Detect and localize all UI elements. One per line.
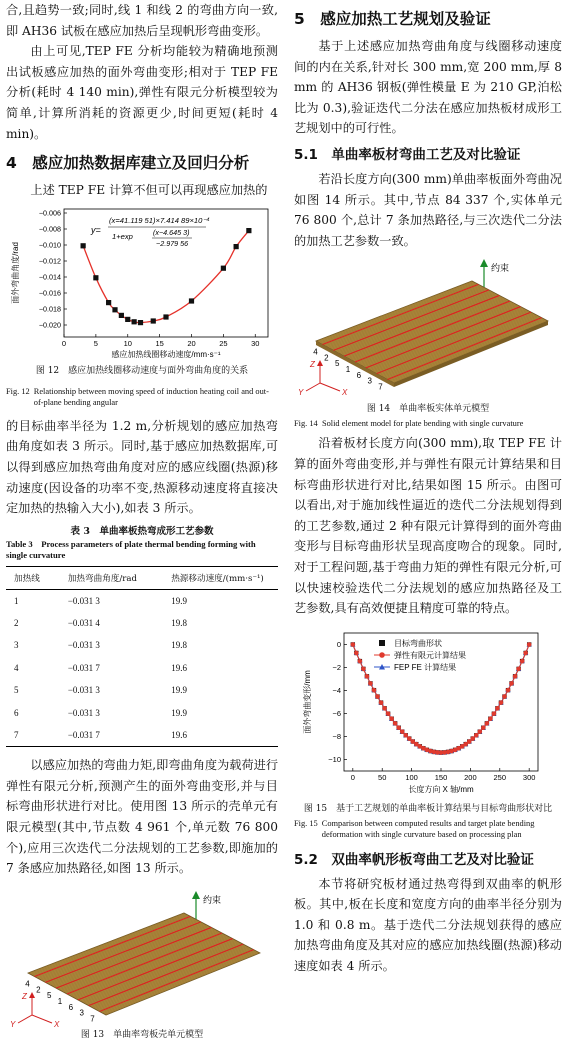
data-point bbox=[112, 307, 117, 312]
data-point bbox=[221, 265, 226, 270]
fig12-formula bbox=[90, 216, 210, 248]
data-point bbox=[119, 313, 124, 318]
data-point bbox=[492, 711, 497, 716]
table-cell: −0.031 7 bbox=[67, 662, 100, 673]
y-tick-label: −8 bbox=[332, 731, 341, 741]
data-point bbox=[400, 729, 405, 734]
x-tick-label: 25 bbox=[219, 338, 228, 348]
paragraph: 基于上述感应加热弯曲角度与线圈移动速度间的内在关系,针对长 300 mm,宽 200 mm,厚 8 mm 的 AH36 钢板(弹性模量 E 为 210 GP,泊松比为 0.3),验证迭代二分法在感应加热板材成形工艺规划中的可行性。 bbox=[294, 39, 562, 136]
heating-line-label: 4 bbox=[25, 979, 30, 989]
figure-13 bbox=[6, 887, 278, 1029]
data-point bbox=[163, 314, 168, 319]
data-point bbox=[470, 736, 475, 741]
data-point bbox=[361, 666, 366, 671]
x-axis-label: X bbox=[54, 1019, 60, 1029]
table-cell: −0.031 3 bbox=[67, 640, 100, 651]
x-tick-label: 0 bbox=[61, 338, 67, 348]
fig15-caption-en-text: Comparison between computed results and target plate bending deformation with single curvature based on processing plan bbox=[321, 818, 535, 839]
constraint-arrowhead bbox=[192, 891, 200, 899]
fig15-chart bbox=[294, 625, 562, 801]
right-column bbox=[294, 0, 562, 977]
y-axis bbox=[18, 1015, 32, 1023]
y-tick-label: 0 bbox=[336, 639, 341, 649]
data-point bbox=[386, 711, 391, 716]
y-tick-label: −6 bbox=[332, 708, 341, 718]
y-tick-label: −0.014 bbox=[38, 272, 61, 282]
table-cell: 1 bbox=[14, 595, 19, 606]
data-point bbox=[488, 716, 493, 721]
data-point bbox=[467, 739, 472, 744]
x-tick-label: 15 bbox=[155, 338, 164, 348]
paragraph: 合,且趋势一致;同时,线 1 和线 2 的弯曲方向一致,即 AH36 试板在感应加热后呈现帆形弯曲变形。 bbox=[6, 3, 278, 38]
section-heading-4: 4 感应加热数据库建立及回归分析 bbox=[6, 154, 250, 173]
paragraph: 由上可见,TEP FE 分析均能较为精确地预测出试板感应加热的面外弯曲变形;相对于 TEP FE 分析(耗时 4 140 min),弹性有限元分析模型较为简单,计算所消耗的资源更少,时间更短(耗时 4 min)。 bbox=[6, 44, 278, 141]
x-tick-label: 30 bbox=[251, 338, 260, 348]
y-axis-label: 面外弯曲角度/rad bbox=[11, 241, 20, 304]
data-point bbox=[382, 706, 387, 711]
y-tick-label: −0.006 bbox=[38, 208, 61, 218]
heating-line-label: 6 bbox=[68, 1002, 74, 1012]
heating-line-label: 5 bbox=[334, 359, 340, 369]
x-axis-label: 长度方向 X 轴/mm bbox=[408, 784, 474, 794]
heating-line-label: 2 bbox=[324, 353, 329, 363]
paragraph: 沿着板材长度方向(300 mm),取 TEP FE 计算的面外弯曲变形,并与弹性有限元计算结果和目标弯曲形状进行对比,结果如图 15 所示。由图可以看出,对于施加线性逼近的迭代二分法规划得到的工艺参数,通过 2 种有限元计算得到的面外弯曲变形与目标弯曲形状呈现高度吻合的现象。同时,对于工程问题,基于弯曲力矩的弹性有限元分析,可以快速校验迭代二分法规划的感应加热路径及工艺参数,具有高效便捷且精度可靠的特点。 bbox=[294, 436, 562, 616]
table-cell: 19.8 bbox=[171, 640, 187, 651]
heating-line-label: 2 bbox=[36, 985, 41, 995]
table-row bbox=[6, 634, 278, 657]
heating-line-label: 7 bbox=[378, 382, 383, 392]
paragraph: 以感应加热的弯曲力矩,即弯曲角度为载荷进行弹性有限元分析,预测产生的面外弯曲变形,并与目标弯曲形状进行对比。使用图 13 所示的壳单元有限元模型(其中,节点数 4 961 个,单元数 76 800 个),应用三次迭代二分法规划的工艺参数,即施加的 7 条感应加热路径,如图 13 所示。 bbox=[6, 758, 279, 876]
formula-den2: (x−4.645 3) bbox=[153, 227, 190, 237]
formula-y: y= bbox=[91, 224, 101, 235]
data-point bbox=[474, 733, 479, 738]
legend-marker bbox=[379, 652, 385, 658]
z-arrowhead bbox=[317, 360, 323, 366]
section-heading-5-2: 5.2 双曲率帆形板弯曲工艺及对比验证 bbox=[294, 851, 534, 868]
constraint-arrowhead bbox=[480, 259, 488, 267]
heating-line-label: 1 bbox=[345, 365, 351, 375]
legend bbox=[374, 638, 466, 672]
heating-line-label: 4 bbox=[313, 347, 318, 357]
data-point bbox=[234, 244, 239, 249]
x-tick-label: 150 bbox=[434, 772, 448, 782]
table-cell: 3 bbox=[14, 640, 19, 651]
x-tick-label: 10 bbox=[123, 338, 132, 348]
table-cell: −0.031 3 bbox=[67, 595, 100, 606]
fig14-caption: 图 14 单曲率板实体单元模型 bbox=[366, 404, 490, 415]
fig15-caption-en-label: Fig. 15 bbox=[294, 818, 318, 828]
data-point bbox=[125, 317, 130, 322]
data-point bbox=[389, 716, 394, 721]
formula-den3: −2.979 56 bbox=[156, 238, 189, 248]
fig13-shell-model bbox=[6, 887, 278, 1029]
constraint-label: 约束 bbox=[203, 894, 222, 905]
x-tick-label: 300 bbox=[522, 772, 536, 782]
table-row bbox=[6, 679, 278, 702]
y-tick-label: −0.016 bbox=[38, 288, 61, 298]
data-point bbox=[132, 319, 137, 324]
fig14-caption-en-text: Solid element model for plate bending with single curvature bbox=[321, 419, 524, 429]
data-point bbox=[365, 674, 370, 679]
table3-title: 表 3 单曲率板热弯成形工艺参数 bbox=[70, 525, 214, 537]
fig12-caption-en bbox=[6, 386, 278, 408]
data-point bbox=[513, 674, 518, 679]
figure-15 bbox=[294, 625, 562, 801]
data-point bbox=[495, 706, 500, 711]
y-tick-label: −0.020 bbox=[38, 320, 61, 330]
data-point bbox=[358, 658, 363, 663]
fig15-caption-en bbox=[294, 818, 562, 840]
data-point bbox=[499, 700, 504, 705]
fig12-chart bbox=[6, 201, 278, 361]
data-point bbox=[151, 318, 156, 323]
y-axis-label: 面外弯曲变形/mm bbox=[303, 669, 312, 734]
left-column bbox=[6, 0, 278, 1042]
table-cell: 6 bbox=[14, 707, 19, 718]
figure-14 bbox=[294, 255, 562, 403]
table-row bbox=[6, 702, 278, 725]
legend-label: 弹性有限元计算结果 bbox=[394, 650, 466, 660]
table-row bbox=[6, 724, 278, 747]
table-cell: 19.9 bbox=[171, 707, 187, 718]
data-point bbox=[502, 694, 507, 699]
y-tick-label: −0.010 bbox=[38, 240, 61, 250]
y-tick-label: −2 bbox=[332, 662, 341, 672]
table3 bbox=[6, 566, 278, 748]
x-axis bbox=[32, 1015, 52, 1023]
data-point bbox=[393, 721, 398, 726]
fig12-caption: 图 12 感应加热线圈移动速度与面外弯曲角度的关系 bbox=[35, 365, 249, 376]
data-point bbox=[527, 642, 532, 647]
data-point bbox=[93, 275, 98, 280]
table-cell: −0.031 7 bbox=[66, 724, 169, 747]
y-tick-label: −4 bbox=[332, 685, 341, 695]
table-cell: 19.6 bbox=[169, 724, 278, 747]
table-cell: 19.9 bbox=[171, 595, 187, 606]
data-point bbox=[106, 300, 111, 305]
x-tick-label: 200 bbox=[464, 772, 477, 782]
heating-line-label: 3 bbox=[79, 1008, 84, 1018]
data-point bbox=[375, 694, 380, 699]
data-point bbox=[246, 228, 251, 233]
z-axis-label: Z bbox=[310, 360, 315, 370]
data-point bbox=[481, 725, 486, 730]
data-point bbox=[509, 681, 514, 686]
fig14-solid-model bbox=[294, 255, 562, 403]
heating-line-label: 7 bbox=[90, 1014, 95, 1024]
data-point bbox=[478, 729, 483, 734]
figure-12 bbox=[6, 201, 278, 361]
data-point bbox=[407, 736, 412, 741]
x-tick-label: 100 bbox=[405, 772, 418, 782]
data-point bbox=[523, 650, 528, 655]
fig14-caption-en-label: Fig. 14 bbox=[294, 419, 318, 429]
heating-line-label: 5 bbox=[46, 990, 52, 1000]
x-tick-label: 0 bbox=[350, 772, 355, 782]
x-axis bbox=[320, 383, 340, 391]
z-arrowhead bbox=[29, 992, 35, 998]
data-point bbox=[396, 725, 401, 730]
legend-label: FEP FE 计算结果 bbox=[394, 662, 457, 672]
data-point bbox=[368, 681, 373, 686]
table-header: 加热弯曲角度/rad bbox=[66, 566, 169, 589]
data-point bbox=[138, 320, 143, 325]
legend-marker bbox=[379, 640, 385, 646]
x-tick-label: 50 bbox=[378, 772, 387, 782]
data-point bbox=[379, 700, 384, 705]
heating-line-label: 1 bbox=[57, 996, 63, 1006]
table-cell: −0.031 3 bbox=[67, 707, 100, 718]
section-heading-5-1: 5.1 单曲率板材弯曲工艺及对比验证 bbox=[294, 146, 521, 163]
table-cell: 4 bbox=[14, 662, 19, 673]
data-point bbox=[506, 688, 511, 693]
fig13-caption: 图 13 单曲率弯板壳单元模型 bbox=[80, 1029, 204, 1040]
formula-numerator: (x=41.119 51)×7.414 89×10⁻⁴ bbox=[109, 215, 210, 225]
y-axis-label: Y bbox=[298, 388, 304, 398]
paragraph: 若沿长度方向(300 mm)单曲率板面外弯曲况如图 14 所示。其中,节点 84 337 个,实体单元 76 800 个,总计 7 条加热路径,与三次迭代二分法的加热工艺参数一致。 bbox=[294, 171, 562, 248]
table3-title-en: Table 3 Process parameters of plate thermal bending forming with single curvature bbox=[6, 538, 256, 561]
table-header: 加热线 bbox=[6, 566, 66, 589]
table-row bbox=[6, 612, 278, 635]
paragraph: 的目标曲率半径为 1.2 m,分析规划的感应加热弯曲角度如表 3 所示。同时,基于感应加热数据库,可以得到感应加热弯曲角度对应的感应线圈(热源)移动速度(因设备的功率不变,热源移动速度将直接决定加热的热输入大小),如表 3 所示。 bbox=[6, 418, 278, 516]
table-cell: 7 bbox=[6, 724, 66, 747]
data-point bbox=[372, 688, 377, 693]
table-row bbox=[6, 589, 278, 612]
x-tick-label: 20 bbox=[187, 338, 196, 348]
table-cell: −0.031 4 bbox=[67, 617, 100, 628]
heating-line-label: 6 bbox=[356, 371, 362, 381]
table-row bbox=[6, 657, 278, 680]
data-point bbox=[485, 721, 490, 726]
data-point bbox=[520, 658, 525, 663]
data-point bbox=[351, 642, 356, 647]
x-tick-label: 5 bbox=[93, 338, 98, 348]
y-axis bbox=[306, 383, 320, 391]
table-cell: 2 bbox=[14, 617, 19, 628]
fig12-caption-en-label: Fig. 12 bbox=[6, 386, 30, 396]
x-axis-label: 感应加热线圈移动速度/mm·s⁻¹ bbox=[111, 349, 221, 359]
data-point bbox=[403, 733, 408, 738]
table-header: 热源移动速度/(mm·s⁻¹) bbox=[169, 566, 278, 589]
z-axis-label: Z bbox=[22, 991, 27, 1001]
data-point bbox=[189, 298, 194, 303]
x-tick-label: 250 bbox=[493, 772, 507, 782]
table-cell: 19.9 bbox=[171, 685, 187, 696]
table-cell: 5 bbox=[14, 685, 19, 696]
fig15-caption: 图 15 基于工艺规划的单曲率板计算结果与目标弯曲形状对比 bbox=[303, 803, 553, 814]
x-axis-label: X bbox=[342, 388, 348, 398]
section-heading-5: 5 感应加热工艺规划及验证 bbox=[294, 10, 491, 28]
table-cell: 19.6 bbox=[171, 662, 187, 673]
heating-line-label: 3 bbox=[367, 377, 372, 387]
fig12-caption-en-text: Relationship between moving speed of induction heating coil and out-of-plane bending angular bbox=[33, 386, 269, 407]
y-tick-label: −0.012 bbox=[38, 256, 61, 266]
data-point bbox=[81, 243, 86, 248]
table-cell: 19.8 bbox=[171, 617, 187, 628]
paragraph: 上述 TEP FE 计算不但可以再现感应加热的 bbox=[30, 183, 268, 198]
y-axis-label: Y bbox=[10, 1019, 16, 1029]
y-tick-label: −10 bbox=[328, 754, 341, 764]
data-point bbox=[354, 650, 359, 655]
legend-label: 目标弯曲形状 bbox=[394, 638, 442, 648]
y-tick-label: −0.008 bbox=[38, 224, 61, 234]
data-point bbox=[516, 666, 521, 671]
constraint-label: 约束 bbox=[491, 263, 510, 274]
formula-den1: 1+exp bbox=[112, 231, 133, 241]
table-cell: −0.031 3 bbox=[67, 685, 100, 696]
fig14-caption-en bbox=[294, 418, 562, 429]
paragraph: 本节将研究板材通过热弯得到双曲率的帆形板。其中,板在长度和宽度方向的曲率半径分别为 1.0 和 0.8 m。基于迭代二分法规划获得的感应加热弯曲角度及其对应的感应加热线圈(热源)移动速度如表 4 所示。 bbox=[294, 876, 562, 974]
y-tick-label: −0.018 bbox=[38, 304, 61, 314]
